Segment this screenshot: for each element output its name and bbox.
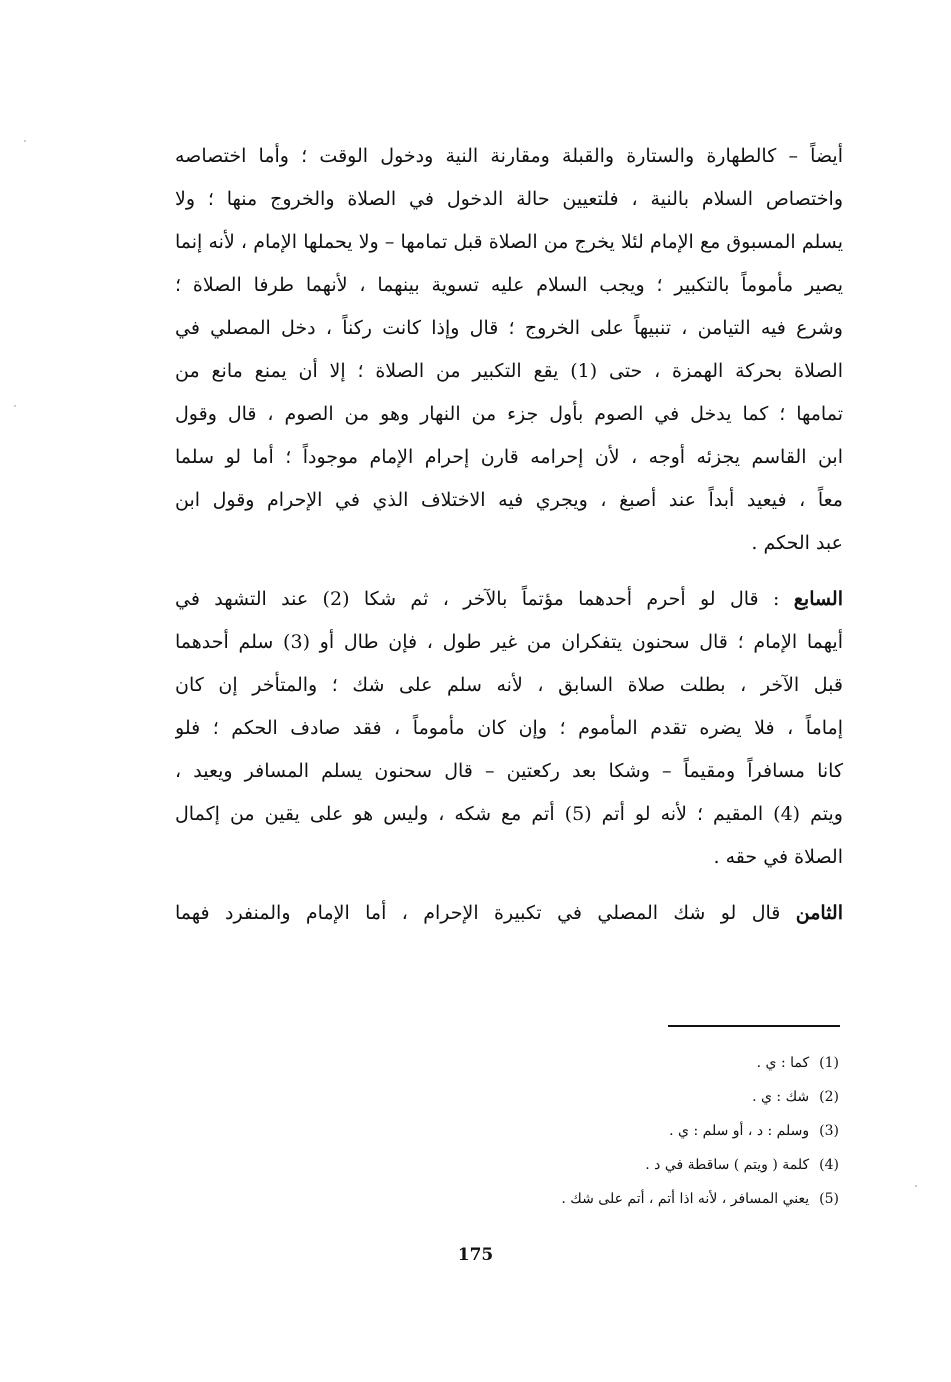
text-line: إماماً ، فلا يضره تقدم المأموم ؛ وإن كان مأموماً ، فقد صادف الحكم ؛ فلو: [175, 717, 843, 739]
scan-speck: [24, 140, 26, 142]
footnote-number: (4): [819, 1157, 839, 1173]
footnote: [439, 1182, 839, 1216]
text-line: عبد الحكم .: [751, 532, 843, 554]
footnote: [439, 1080, 839, 1114]
footnote-number: (1): [819, 1055, 839, 1071]
text-line: أيضاً – كالطهارة والستارة والقبلة ومقارنة النية ودخول الوقت ؛ وأما اختصاصه: [175, 145, 843, 167]
text-line: معاً ، فيعيد أبداً عند أصبغ ، ويجري فيه الاختلاف الذي في الإحرام وقول ابن: [175, 489, 843, 511]
text-line: يسلم المسبوق مع الإمام لئلا يخرج من الصلاة قبل تمامها – ولا يحملها الإمام ، لأنه إنما: [175, 231, 843, 253]
scan-speck: [14, 405, 16, 407]
text-line: [175, 892, 843, 935]
section-heading: السابع: [793, 588, 843, 610]
text-line: يصير مأموماً بالتكبير ؛ ويجب السلام عليه تسوية بينهما ، لأنهما طرفا الصلاة ؛: [175, 274, 843, 296]
footnote: [439, 1046, 839, 1080]
footnote-text: يعني المسافر ، لأنه اذا أتم ، أتم على شك .: [561, 1191, 810, 1207]
footnote-text: وسلم : د ، أو سلم : ي .: [669, 1123, 810, 1139]
footnote-number: (5): [819, 1191, 839, 1207]
text-line: ابن القاسم يجزئه أوجه ، لأن إحرامه قارن إحرام الإمام موجوداً ؛ أما لو سلما: [175, 446, 843, 468]
text-line: ويتم (4) المقيم ؛ لأنه لو أتم (5) أتم مع شكه ، وليس هو على يقين من إكمال: [175, 803, 843, 825]
footnote-text: كما : ي .: [756, 1055, 810, 1071]
text-line: تمامها ؛ كما يدخل في الصوم بأول جزء من النهار وهو من الصوم ، قال وقول: [175, 403, 843, 425]
footnote-separator: [668, 1025, 840, 1027]
text-line: قبل الآخر ، بطلت صلاة السابق ، لأنه سلم على شك ؛ والمتأخر إن كان: [175, 674, 843, 696]
footnote-number: (3): [819, 1123, 839, 1139]
page-number: 175: [457, 1245, 494, 1265]
main-text: [175, 135, 843, 935]
footnotes: [439, 1046, 839, 1216]
section-heading: الثامن: [795, 902, 843, 924]
footnote: [439, 1114, 839, 1148]
text-line: الصلاة بحركة الهمزة ، حتى (1) يقع التكبير من الصلاة ؛ إلا أن يمنع مانع من: [175, 360, 843, 382]
footnote: [439, 1148, 839, 1182]
footnote-text: كلمة ( ويتم ) ساقطة في د .: [645, 1157, 810, 1173]
text-run: : قال لو أحرم أحدهما مؤتماً بالآخر ، ثم شكا (2) عند التشهد في: [175, 588, 780, 610]
scan-speck: [915, 1185, 917, 1187]
text-line: [175, 578, 843, 621]
footnote-text: شك : ي .: [752, 1089, 810, 1105]
text-line: وشرع فيه التيامن ، تنبيهاً على الخروج ؛ قال وإذا كانت ركناً ، دخل المصلي في: [175, 317, 843, 339]
text-line: أيهما الإمام ؛ قال سحنون يتفكران من غير طول ، فإن طال أو (3) سلم أحدهما: [175, 631, 843, 653]
text-run: قال لو شك المصلي في تكبيرة الإحرام ، أما الإمام والمنفرد فهما: [175, 902, 781, 924]
footnote-number: (2): [819, 1089, 839, 1105]
text-line: واختصاص السلام بالنية ، فلتعيين حالة الدخول في الصلاة والخروج منها ؛ ولا: [175, 188, 843, 210]
text-line: كانا مسافراً ومقيماً – وشكا بعد ركعتين – قال سحنون يسلم المسافر ويعيد ،: [175, 760, 843, 782]
text-line: الصلاة في حقه .: [713, 846, 843, 868]
